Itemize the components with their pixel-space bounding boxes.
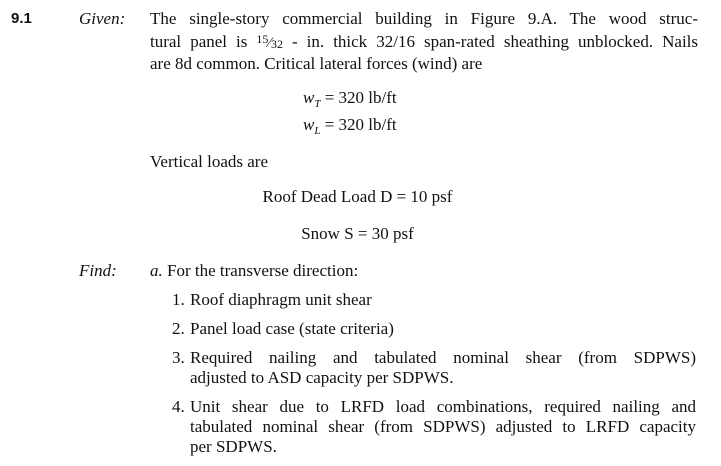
find-label: Find:	[79, 261, 117, 280]
list-item-line: Panel load case (state criteria)	[190, 319, 394, 338]
equation-value: = 320 lb/ft	[320, 88, 397, 107]
fraction-slash: ⁄	[268, 35, 271, 51]
list-item-line: Unit shear due to LRFD load combinations, required nailing and	[190, 397, 696, 416]
given-line-3: are 8d common. Critical lateral forces (wind) are	[150, 54, 483, 73]
list-item-text	[190, 319, 696, 339]
dead-load-line: Roof Dead Load D = 10 psf	[262, 187, 453, 206]
given-line-2-prefix: tural panel is	[150, 32, 257, 51]
list-item	[172, 319, 696, 339]
equation-wind-longitudinal	[303, 115, 397, 135]
equation-subscript: T	[314, 98, 321, 110]
list-item-text	[190, 290, 696, 310]
list-item	[172, 290, 696, 310]
list-item-line: adjusted to ASD capacity per SDPWS.	[190, 368, 454, 387]
given-line-2-rest: - in. thick 32/16 span-rated sheathing unblocked. Nails	[291, 32, 699, 51]
given-label: Given:	[79, 9, 126, 28]
equation-variable: w	[303, 115, 315, 134]
find-part-letter: a.	[150, 261, 163, 280]
list-item	[172, 397, 696, 457]
snow-load-line: Snow S = 30 psf	[301, 224, 414, 243]
list-item-number: 1.	[172, 290, 185, 309]
list-item-number: 2.	[172, 319, 185, 338]
problem-number: 9.1	[11, 10, 32, 27]
list-item-line: per SDPWS.	[190, 437, 277, 456]
equation-variable: w	[303, 88, 315, 107]
equation-value: = 320 lb/ft	[320, 115, 397, 134]
list-item-text	[190, 348, 696, 388]
list-item-number: 3.	[172, 348, 185, 367]
given-line-1: The single-story commercial building in Figure 9.A. The wood struc-	[150, 9, 698, 28]
list-item-line: tabulated nominal shear (from SDPWS) adjusted to LRFD capacity	[190, 417, 696, 436]
list-item-text	[190, 397, 696, 457]
given-line-2	[150, 29, 698, 54]
equation-subscript: L	[314, 125, 321, 137]
fraction-denominator: 32	[270, 37, 283, 51]
find-part-a	[150, 261, 358, 281]
given-paragraph	[150, 9, 698, 74]
list-item-line: Required nailing and tabulated nominal shear (from SDPWS)	[190, 348, 696, 367]
equation-wind-transverse	[303, 88, 397, 108]
find-part-text: For the transverse direction:	[167, 261, 359, 280]
vertical-loads-intro: Vertical loads are	[150, 152, 268, 171]
list-item	[172, 348, 696, 388]
list-item-line: Roof diaphragm unit shear	[190, 290, 372, 309]
list-item-number: 4.	[172, 397, 185, 416]
thickness-fraction	[256, 32, 283, 51]
fraction-numerator: 15	[256, 32, 269, 46]
